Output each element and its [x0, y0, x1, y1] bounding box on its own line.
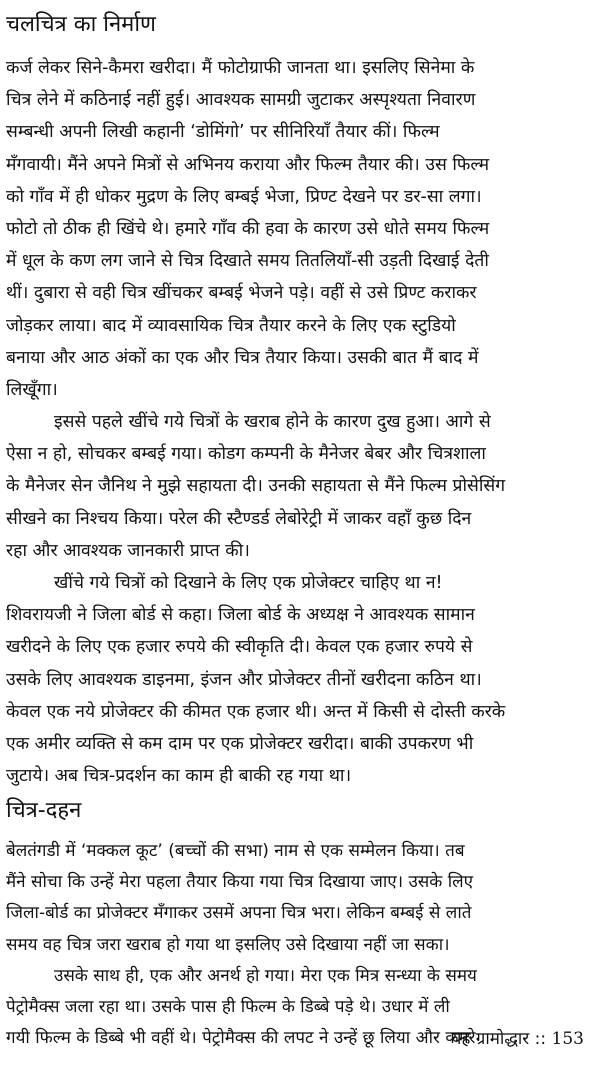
text-line: खींचे गये चित्रों को दिखाने के लिए एक प्रोजेक्टर चाहिए था न! [54, 573, 443, 593]
page-number: 153 [551, 1029, 584, 1049]
text-line: रहा और आवश्यक जानकारी प्राप्त की। [6, 540, 250, 561]
paragraph-2 [6, 406, 592, 567]
text-line: मँगवायी। मैंने अपने मित्रों से अभिनय कराया और फिल्म तैयार की। उस फिल्म [6, 154, 490, 175]
text-line: में धूल के कण लग जाने से चित्र दिखाते समय तितलियाँ-सी उड़ती दिखाई देती [6, 251, 489, 272]
paragraph-1 [6, 52, 592, 406]
text-line: के मैनेजर सेन जैनिथ ने मुझे सहायता दी। उनकी सहायता से मैंने फिल्म प्रोसेसिंग [6, 476, 506, 497]
text-line: गयी फिल्म के डिब्बे भी वहीं थे। पेट्रोमैक्स की लपट ने उन्हें छू लिया और कमरे [6, 1028, 476, 1049]
section-heading-film-burning: चित्र-दहन [6, 798, 82, 823]
section-heading-film-making: चलचित्र का निर्माण [6, 12, 156, 37]
text-line: उसके साथ ही, एक और अनर्थ हो गया। मेरा एक मित्र सन्ध्या के समय [54, 966, 477, 986]
text-line: पेट्रोमैक्स जला रहा था। उसके पास ही फिल्म के डिब्बे पड़े थे। उधार में ली [6, 997, 450, 1018]
paragraph-3 [6, 567, 592, 792]
text-line: थीं। दुबारा से वही चित्र खींचकर बम्बई भेजने पड़े। वहीं से उसे प्रिण्ट कराकर [6, 283, 477, 304]
text-line: केवल एक नये प्रोजेक्टर की कीमत एक हजार थी। अन्त में किसी से दोस्ती करके [6, 701, 506, 722]
text-line: उसके लिए आवश्यक डाइनमा, इंजन और प्रोजेक्टर तीनों खरीदना कठिन था। [6, 669, 482, 690]
text-line: सम्बन्धी अपनी लिखी कहानी ‘डोमिंगो’ पर सीनिरियाँ तैयार कीं। फिल्म [6, 122, 440, 143]
text-line: को गाँव में ही धोकर मुद्रण के लिए बम्बई भेजा, प्रिण्ट देखने पर डर-सा लगा। [6, 186, 482, 207]
footer-separator: :: [534, 1029, 547, 1049]
text-line: मैंने सोचा कि उन्हें मेरा पहला तैयार किया गया चित्र दिखाया जाए। उसके लिए [6, 872, 474, 893]
text-line: शिवरायजी ने जिला बोर्ड से कहा। जिला बोर्ड के अध्यक्ष ने आवश्यक सामान [6, 605, 475, 626]
text-line: ऐसा न हो, सोचकर बम्बई गया। कोडग कम्पनी के मैनेजर बेबर और चित्रशाला [6, 444, 486, 465]
text-line: जोड़कर लाया। बाद में व्यावसायिक चित्र तैयार करने के लिए एक स्टुडियो [6, 315, 456, 336]
text-line: इससे पहले खींचे गये चित्रों के खराब होने के कारण दुख हुआ। आगे से [54, 412, 491, 432]
text-line: जुटाये। अब चित्र-प्रदर्शन का काम ही बाकी रह गया था। [6, 766, 352, 787]
text-line: बनाया और आठ अंकों का एक और चित्र तैयार किया। उसकी बात मैं बाद में [6, 347, 479, 368]
page-footer [451, 1026, 584, 1052]
text-line: जिला-बोर्ड का प्रोजेक्टर मँगाकर उसमें अपना चित्र भरा। लेकिन बम्बई से लाते [6, 903, 472, 924]
text-line: समय वह चित्र जरा खराब हो गया था इसलिए उसे दिखाया नहीं जा सका। [6, 934, 450, 955]
text-line: कर्ज लेकर सिने-कैमरा खरीदा। मैं फोटोग्राफी जानता था। इसलिए सिनेमा के [6, 58, 475, 78]
running-title: यह ग्रामोद्धार [451, 1029, 530, 1049]
text-line: बेलतंगडी में ‘मक्कल कूट’ (बच्चों की सभा) नाम से एक सम्मेलन किया। तब [6, 841, 465, 861]
text-line: फोटो तो ठीक ही खिंचे थे। हमारे गाँव की हवा के कारण उसे धोते समय फिल्म [6, 218, 490, 239]
paragraph-4 [6, 836, 592, 961]
text-line: एक अमीर व्यक्ति से कम दाम पर एक प्रोजेक्टर खरीदा। बाकी उपकरण भी [6, 733, 474, 754]
text-line: सीखने का निश्चय किया। परेल की स्टैण्डर्ड लेबोरेट्री में जाकर वहाँ कुछ दिन [6, 508, 472, 529]
text-line: चित्र लेने में कठिनाई नहीं हुई। आवश्यक सामग्री जुटाकर अस्पृश्यता निवारण [6, 90, 476, 111]
text-line: खरीदने के लिए एक हजार रुपये की स्वीकृति दी। केवल एक हजार रुपये से [6, 637, 473, 658]
text-line: लिखूँगा। [6, 379, 58, 400]
